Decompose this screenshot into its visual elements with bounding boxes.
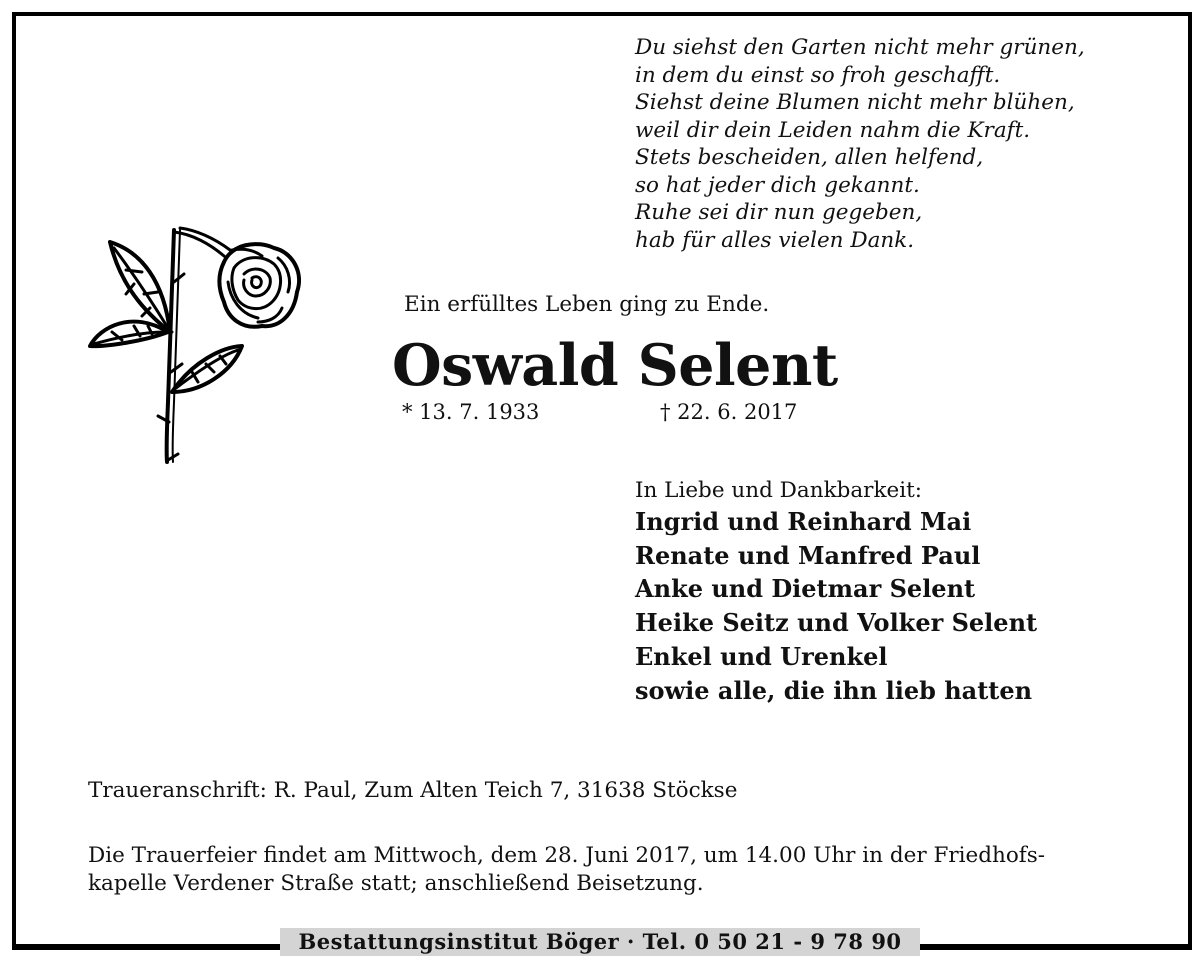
mourner: sowie alle, die ihn lieb hatten (635, 675, 1033, 705)
death-date: † 22. 6. 2017 (660, 400, 798, 424)
mourner: Enkel und Urenkel (635, 641, 888, 671)
poem-line: hab für alles vielen Dank. (635, 227, 915, 253)
mourner: Heike Seitz und Volker Selent (635, 608, 1038, 638)
intro-line: Ein erfülltes Leben ging zu Ende. (404, 292, 770, 317)
poem-line: so hat jeder dich gekannt. (635, 172, 920, 198)
mourning-address: Traueranschrift: R. Paul, Zum Alten Teich 7, 31638 Stöckse (88, 778, 738, 803)
poem-line: Stets bescheiden, allen helfend, (635, 145, 984, 170)
mourner: Ingrid und Reinhard Mai (635, 507, 972, 536)
mourners-intro: In Liebe und Dankbarkeit: (635, 478, 922, 503)
mourner: Renate und Manfred Paul (635, 540, 981, 570)
poem (635, 34, 1155, 254)
birth-date: * 13. 7. 1933 (402, 400, 540, 424)
deceased-name: Oswald Selent (392, 332, 838, 399)
ceremony-line: Die Trauerfeier findet am Mittwoch, dem 28. Juni 2017, um 14.00 Uhr in der Friedhofs- (88, 843, 1046, 868)
funeral-home-footer: Bestattungsinstitut Böger · Tel. 0 50 21 - 9 78 90 (280, 928, 920, 956)
poem-line: Ruhe sei dir nun gegeben, (635, 200, 923, 225)
mourner: Anke und Dietmar Selent (635, 574, 976, 604)
poem-line: weil dir dein Leiden nahm die Kraft. (635, 117, 1031, 143)
mourners-list (635, 505, 1037, 707)
ceremony-info (88, 842, 1045, 898)
poem-line: Siehst deine Blumen nicht mehr blühen, (635, 90, 1075, 115)
ceremony-line: kapelle Verdener Straße statt; anschließend Beisetzung. (88, 871, 704, 896)
poem-line: Du siehst den Garten nicht mehr grünen, (635, 35, 1085, 60)
poem-line: in dem du einst so froh geschafft. (635, 62, 1001, 88)
rose-icon (82, 222, 307, 467)
